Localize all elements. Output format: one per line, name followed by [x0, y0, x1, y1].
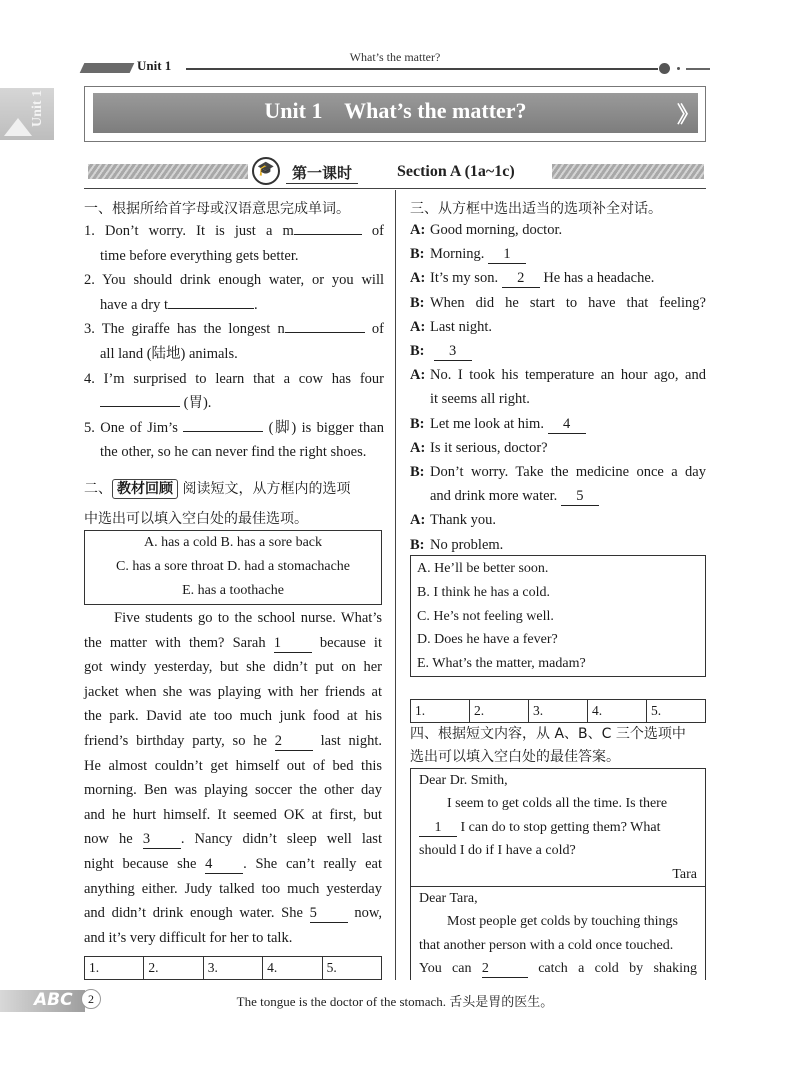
passage-line: and he hurt himself. It seemed OK at first, but	[84, 806, 382, 823]
part1-item-5-line1: 5. One of Jim’s (脚) is bigger than	[84, 419, 384, 436]
mountain-icon	[4, 118, 32, 136]
passage-line: now he 3 . Nancy didn’t sleep well last	[84, 831, 382, 848]
speaker-label: B:	[410, 464, 425, 481]
dialog-line: B: Let me look at him. 4	[410, 412, 706, 436]
letter-line: should I do if I have a cold?	[419, 843, 576, 859]
part2-heading	[84, 477, 350, 502]
speaker-label: A:	[410, 512, 426, 529]
letter-greeting: Dear Tara,	[419, 891, 478, 906]
part1-item-4-line2: (胃).	[84, 391, 384, 416]
part1-item-5-line2: the other, so he can never find the right shoes.	[100, 444, 367, 461]
dialog-line: and drink more water. 5	[410, 484, 706, 508]
header-accent-bar	[80, 63, 135, 73]
answer-blank[interactable]: 1	[274, 635, 312, 653]
part3-options-box	[410, 555, 706, 677]
option-line: B. I think he has a cold.	[417, 584, 550, 600]
passage-line: morning. Ben was playing soccer the other day	[84, 782, 382, 799]
part1-item-1-line1: 1. Don’t worry. It is just a m of	[84, 223, 384, 239]
part2-passage	[84, 606, 382, 950]
footer-logo: ABC	[34, 990, 73, 1010]
answer-blank[interactable]: 4	[548, 416, 586, 434]
option-line: A. He’ll be better soon.	[417, 561, 549, 576]
answer-cell[interactable]: 5.	[647, 700, 706, 723]
option-line: E. What’s the matter, madam?	[417, 656, 586, 672]
dialog-line: A: Thank you.	[410, 508, 706, 532]
speaker-label: A:	[410, 222, 426, 238]
answer-cell[interactable]: 4.	[263, 957, 322, 980]
passage-line: anything either. Judy talked too much yesterday	[84, 880, 382, 897]
passage-line: the matter with them? Sarah 1 because it	[84, 634, 382, 651]
speaker-label: B:	[410, 415, 425, 432]
page-number: 2	[81, 989, 101, 1009]
option-line: C. He’s not feeling well.	[417, 608, 554, 624]
answer-cell[interactable]: 1.	[411, 700, 470, 723]
footer-proverb: The tongue is the doctor of the stomach. 舌头是胃的医生。	[236, 994, 554, 1009]
header-dot-small	[677, 67, 680, 70]
section-stripe-left	[88, 164, 248, 179]
speaker-label: A:	[410, 318, 426, 335]
answer-cell[interactable]: 4.	[588, 700, 647, 723]
header-rule	[186, 68, 658, 70]
dialog-line: B: When did he start to have that feeling?	[410, 291, 706, 315]
section-stripe-right	[552, 164, 704, 179]
part2-answer-table	[84, 956, 382, 980]
header-dash	[686, 68, 710, 70]
letter-line: Most people get colds by touching things	[447, 914, 678, 930]
speaker-label: A:	[410, 367, 426, 384]
header-unit-label: Unit 1	[137, 58, 172, 73]
dialog-line: A: Is it serious, doctor?	[410, 436, 706, 460]
part2-heading-line2: 中选出可以填入空白处的最佳选项。	[84, 511, 308, 527]
letter-greeting: Dear Dr. Smith,	[419, 773, 508, 788]
part4-heading: 四、根据短文内容，从 A、B、C 三个选项中	[410, 726, 686, 742]
part1-item-4-line1: 4. I’m surprised to learn that a cow has four	[84, 370, 384, 387]
part1-item-1-line2: time before everything gets better.	[100, 247, 299, 264]
passage-line: and didn’t drink enough water. She 5 now,	[84, 905, 382, 922]
graduation-cap-icon: 🎓	[252, 157, 280, 185]
part2-number: 二、	[84, 481, 112, 497]
answer-blank[interactable]: 1	[488, 246, 526, 264]
answer-blank[interactable]: 2	[275, 733, 313, 751]
part1-item-2-line1: 2. You should drink enough water, or you will	[84, 272, 384, 289]
dialog-line: B: Don’t worry. Take the medicine once a day	[410, 460, 706, 484]
double-chevron-icon: 》	[677, 102, 700, 127]
passage-line: got windy yesterday, but she didn’t put on her	[84, 659, 382, 676]
section-title: Section A (1a~1c)	[397, 163, 515, 180]
answer-blank[interactable]	[183, 431, 263, 432]
answer-blank[interactable]: 2	[482, 960, 528, 978]
answer-blank[interactable]: 1	[419, 819, 457, 837]
dialog-line: A: Good morning, doctor.	[410, 218, 706, 242]
answer-blank[interactable]: 4	[205, 856, 243, 874]
speaker-label: B:	[410, 294, 425, 311]
answer-cell[interactable]: 5.	[322, 957, 381, 980]
answer-cell[interactable]: 2.	[470, 700, 529, 723]
option-line: A. has a cold B. has a sore back	[143, 535, 323, 550]
dialog-line: A: No. I took his temperature an hour ago, and	[410, 363, 706, 387]
section-rule	[84, 188, 706, 189]
part2-options-box	[84, 530, 382, 605]
letter-line: I seem to get colds all the time. Is there	[447, 796, 668, 812]
part3-heading: 三、从方框中选出适当的选项补全对话。	[410, 201, 662, 217]
dialog-line: B: Morning. 1	[410, 242, 706, 266]
textbook-review-tag: 教材回顾	[112, 479, 178, 499]
answer-blank[interactable]: 5	[561, 488, 599, 506]
part3-answer-table	[410, 699, 706, 723]
passage-line: Five students go to the school nurse. What’s	[114, 610, 382, 626]
letter-2-box	[410, 886, 706, 980]
dialog-line: A: Last night.	[410, 315, 706, 339]
part1-item-2-line2: have a dry t .	[100, 296, 258, 313]
part1-items	[84, 219, 384, 465]
passage-line: the park. David ate too much junk food at his	[84, 708, 382, 725]
passage-line: He almost couldn’t get himself out of bed this	[84, 757, 382, 774]
part4-heading-line2: 选出可以填入空白处的最佳答案。	[410, 749, 620, 765]
part1-heading: 一、根据所给首字母或汉语意思完成单词。	[84, 201, 350, 217]
speaker-label: B:	[410, 536, 425, 553]
dialog-line: A: It’s my son. 2 He has a headache.	[410, 266, 706, 290]
answer-blank[interactable]	[285, 332, 365, 333]
letter-signature: Tara	[672, 866, 697, 882]
dialog-line: B: No problem.	[410, 533, 706, 557]
option-line: D. Does he have a fever?	[417, 632, 558, 648]
running-title: What’s the matter?	[349, 50, 441, 64]
column-divider	[395, 190, 396, 980]
answer-cell[interactable]: 1.	[85, 957, 144, 980]
answer-blank[interactable]: 3	[434, 343, 472, 361]
unit-banner-title: Unit 1 What’s the matter?	[264, 98, 527, 123]
answer-blank[interactable]: 5	[310, 905, 348, 923]
dialog-line: it seems all right.	[430, 391, 530, 408]
side-tab-label: Unit 1	[30, 90, 45, 127]
speaker-label: A:	[410, 270, 426, 287]
speaker-label: B:	[410, 246, 425, 263]
part3-dialog	[410, 218, 706, 557]
passage-line: and it’s very difficult for her to talk.	[84, 929, 293, 946]
answer-blank[interactable]	[100, 406, 180, 407]
letter-line: that another person with a cold once touched.	[419, 937, 674, 953]
option-line: E. has a toothache	[182, 583, 284, 598]
header-dot	[659, 63, 670, 74]
speaker-label: A:	[410, 439, 426, 456]
answer-blank[interactable]	[168, 308, 254, 309]
answer-cell[interactable]: 3.	[203, 957, 262, 980]
letter-line: You can 2 catch a cold by shaking	[419, 961, 697, 977]
letter-line: 1 I can do to stop getting them? What	[419, 816, 697, 839]
answer-blank[interactable]	[294, 234, 362, 235]
answer-cell[interactable]: 2.	[144, 957, 203, 980]
lesson-label: 第一课时	[286, 162, 358, 184]
part1-item-3-line1: 3. The giraffe has the longest n of	[84, 321, 384, 338]
speaker-label: B:	[410, 343, 425, 360]
passage-line: jacket when she was playing with her friends at	[84, 683, 382, 700]
answer-blank[interactable]: 2	[502, 270, 540, 288]
letter-1-box	[410, 768, 706, 887]
answer-cell[interactable]: 3.	[529, 700, 588, 723]
passage-line: friend’s birthday party, so he 2 last night.	[84, 732, 382, 749]
passage-line: night because she 4 . She can’t really eat	[84, 855, 382, 872]
part1-item-3-line2: all land (陆地) animals.	[100, 345, 238, 362]
answer-blank[interactable]: 3	[143, 831, 181, 849]
option-line: C. has a sore throat D. had a stomachache	[115, 559, 351, 574]
part2-heading-text: 阅读短文，从方框内的选项	[182, 481, 351, 497]
dialog-line	[410, 339, 706, 363]
